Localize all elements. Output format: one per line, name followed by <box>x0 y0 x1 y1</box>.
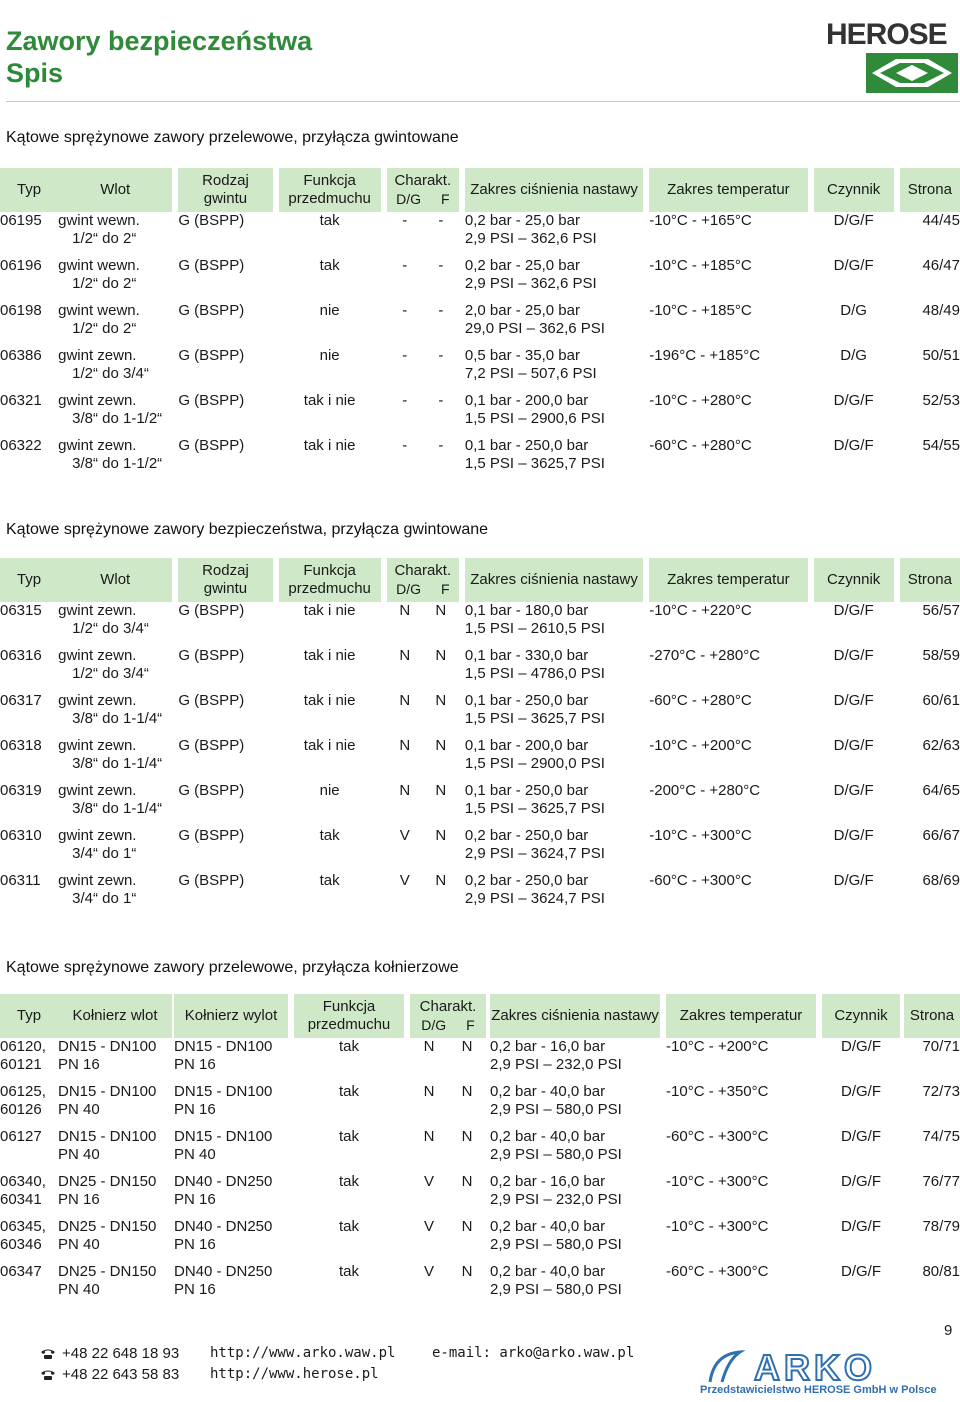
cell-strona: 48/49 <box>900 302 960 347</box>
cell-f: N <box>448 1083 486 1128</box>
cell-strona: 58/59 <box>900 647 960 692</box>
cell-zakres-cisnienia: 0,2 bar - 40,0 bar 2,9 PSI – 580,0 PSI <box>490 1128 660 1173</box>
col-typ: Typ <box>0 994 58 1038</box>
cell-strona: 80/81 <box>904 1263 960 1308</box>
table-row <box>0 212 960 257</box>
cell-zakres-cisnienia: 0,2 bar - 250,0 bar 2,9 PSI – 3624,7 PSI <box>465 872 643 917</box>
cell-wlot: gwint zewn. 3/8“ do 1-1/2“ <box>58 392 172 437</box>
cell-czynnik: D/G/F <box>814 212 894 257</box>
cell-funkcja: nie <box>279 347 381 392</box>
cell-typ: 06120, 60121 <box>0 1038 58 1083</box>
table-row <box>0 1038 960 1083</box>
cell-kolnierz-wylot: DN15 - DN100 PN 16 <box>174 1038 288 1083</box>
cell-dg: - <box>387 392 423 437</box>
table-row <box>0 872 960 917</box>
table-row <box>0 737 960 782</box>
cell-czynnik: D/G/F <box>822 1218 900 1263</box>
cell-zakres-temperatur: -10°C - +200°C <box>649 737 807 782</box>
cell-zakres-temperatur: -10°C - +220°C <box>649 602 807 647</box>
cell-strona: 64/65 <box>900 782 960 827</box>
col-charakt-label: Charakt. <box>394 172 452 189</box>
cell-f: - <box>423 257 459 302</box>
cell-strona: 66/67 <box>900 827 960 872</box>
cell-czynnik: D/G/F <box>814 827 894 872</box>
cell-funkcja: tak i nie <box>279 602 381 647</box>
cell-rodzaj: G (BSPP) <box>178 782 272 827</box>
cell-czynnik: D/G/F <box>814 737 894 782</box>
col-funkcja: Funkcja przedmuchu <box>279 168 381 212</box>
cell-zakres-temperatur: -270°C - +280°C <box>649 647 807 692</box>
cell-rodzaj: G (BSPP) <box>178 737 272 782</box>
cell-wlot: gwint wewn. 1/2“ do 2“ <box>58 302 172 347</box>
cell-f: N <box>423 782 459 827</box>
cell-funkcja: tak i nie <box>279 647 381 692</box>
cell-kolnierz-wlot: DN15 - DN100 PN 16 <box>58 1038 172 1083</box>
cell-strona: 50/51 <box>900 347 960 392</box>
cell-funkcja: tak <box>279 257 381 302</box>
cell-strona: 78/79 <box>904 1218 960 1263</box>
col-f: F <box>440 191 450 207</box>
col-zakres-cisnienia: Zakres ciśnienia nastawy <box>465 168 643 212</box>
col-rodzaj: Rodzaj gwintu <box>178 168 272 212</box>
cell-wlot: gwint zewn. 3/4“ do 1“ <box>58 872 172 917</box>
col-zakres-cisnienia: Zakres ciśnienia nastawy <box>490 994 660 1038</box>
cell-funkcja: tak <box>294 1218 404 1263</box>
cell-czynnik: D/G/F <box>814 872 894 917</box>
cell-dg: - <box>387 257 423 302</box>
cell-funkcja: tak <box>279 827 381 872</box>
header-rule <box>6 101 960 102</box>
cell-czynnik: D/G/F <box>814 647 894 692</box>
cell-dg: N <box>387 692 423 737</box>
page-subtitle: Spis <box>6 58 64 88</box>
cell-dg: N <box>387 602 423 647</box>
cell-f: N <box>423 602 459 647</box>
arko-logo-text: ARKO <box>754 1347 876 1386</box>
col-charakt-label: Charakt. <box>419 998 477 1015</box>
cell-funkcja: tak i nie <box>279 392 381 437</box>
cell-strona: 68/69 <box>900 872 960 917</box>
col-zakres-temperatur: Zakres temperatur <box>649 168 807 212</box>
cell-funkcja: tak <box>294 1038 404 1083</box>
phone-icon <box>40 1348 56 1360</box>
cell-czynnik: D/G/F <box>814 257 894 302</box>
cell-dg: V <box>387 827 423 872</box>
col-charakt <box>410 994 486 1038</box>
cell-funkcja: nie <box>279 782 381 827</box>
col-dg: D/G <box>396 191 421 207</box>
col-strona: Strona <box>900 558 960 602</box>
col-czynnik: Czynnik <box>814 558 894 602</box>
cell-zakres-temperatur: -60°C - +280°C <box>649 437 807 482</box>
cell-zakres-temperatur: -10°C - +165°C <box>649 212 807 257</box>
cell-funkcja: nie <box>279 302 381 347</box>
cell-zakres-cisnienia: 0,2 bar - 16,0 bar 2,9 PSI – 232,0 PSI <box>490 1038 660 1083</box>
col-dg: D/G <box>396 581 421 597</box>
cell-zakres-cisnienia: 0,2 bar - 250,0 bar 2,9 PSI – 3624,7 PSI <box>465 827 643 872</box>
cell-f: N <box>448 1218 486 1263</box>
cell-zakres-temperatur: -200°C - +280°C <box>649 782 807 827</box>
cell-typ: 06315 <box>0 602 58 647</box>
cell-zakres-cisnienia: 0,1 bar - 250,0 bar 1,5 PSI – 3625,7 PSI <box>465 782 643 827</box>
cell-kolnierz-wylot: DN40 - DN250 PN 16 <box>174 1263 288 1308</box>
cell-kolnierz-wlot: DN25 - DN150 PN 16 <box>58 1173 172 1218</box>
cell-dg: - <box>387 347 423 392</box>
cell-typ: 06317 <box>0 692 58 737</box>
table-row <box>0 647 960 692</box>
cell-zakres-cisnienia: 0,2 bar - 25,0 bar 2,9 PSI – 362,6 PSI <box>465 212 643 257</box>
cell-f: N <box>423 872 459 917</box>
cell-dg: N <box>387 647 423 692</box>
cell-zakres-temperatur: -60°C - +280°C <box>649 692 807 737</box>
cell-dg: N <box>410 1038 448 1083</box>
cell-f: - <box>423 302 459 347</box>
cell-f: N <box>448 1173 486 1218</box>
valve-table-flanged <box>0 994 960 1308</box>
cell-zakres-cisnienia: 0,1 bar - 180,0 bar 1,5 PSI – 2610,5 PSI <box>465 602 643 647</box>
col-charakt-label: Charakt. <box>394 562 452 579</box>
cell-dg: V <box>410 1218 448 1263</box>
cell-wlot: gwint wewn. 1/2“ do 2“ <box>58 257 172 302</box>
cell-funkcja: tak i nie <box>279 437 381 482</box>
col-rodzaj: Rodzaj gwintu <box>178 558 272 602</box>
herose-logo: HEROSE <box>826 18 947 51</box>
cell-dg: - <box>387 437 423 482</box>
cell-zakres-temperatur: -60°C - +300°C <box>649 872 807 917</box>
cell-typ: 06310 <box>0 827 58 872</box>
col-funkcja: Funkcja przedmuchu <box>279 558 381 602</box>
cell-czynnik: D/G/F <box>814 392 894 437</box>
cell-rodzaj: G (BSPP) <box>178 392 272 437</box>
cell-dg: N <box>410 1083 448 1128</box>
cell-f: N <box>423 692 459 737</box>
cell-zakres-temperatur: -10°C - +280°C <box>649 392 807 437</box>
col-funkcja: Funkcja przedmuchu <box>294 994 404 1038</box>
col-wlot: Wlot <box>58 168 172 212</box>
col-f: F <box>466 1017 475 1033</box>
cell-rodzaj: G (BSPP) <box>178 872 272 917</box>
cell-strona: 46/47 <box>900 257 960 302</box>
cell-strona: 44/45 <box>900 212 960 257</box>
cell-typ: 06198 <box>0 302 58 347</box>
cell-zakres-temperatur: -60°C - +300°C <box>666 1263 816 1308</box>
cell-kolnierz-wlot: DN15 - DN100 PN 40 <box>58 1083 172 1128</box>
cell-typ: 06322 <box>0 437 58 482</box>
cell-czynnik: D/G/F <box>814 692 894 737</box>
col-czynnik: Czynnik <box>822 994 900 1038</box>
col-f: F <box>440 581 450 597</box>
cell-rodzaj: G (BSPP) <box>178 347 272 392</box>
cell-kolnierz-wylot: DN15 - DN100 PN 40 <box>174 1128 288 1173</box>
cell-kolnierz-wylot: DN40 - DN250 PN 16 <box>174 1173 288 1218</box>
table-row <box>0 347 960 392</box>
cell-typ: 06345, 60346 <box>0 1218 58 1263</box>
col-kolnierz-wylot: Kołnierz wylot <box>174 994 288 1038</box>
col-zakres-temperatur: Zakres temperatur <box>649 558 807 602</box>
cell-wlot: gwint zewn. 3/8“ do 1-1/4“ <box>58 782 172 827</box>
cell-funkcja: tak i nie <box>279 692 381 737</box>
col-dg: D/G <box>421 1017 447 1033</box>
cell-typ: 06340, 60341 <box>0 1173 58 1218</box>
footer-email[interactable]: e-mail: arko@arko.waw.pl <box>432 1345 635 1361</box>
cell-wlot: gwint zewn. 3/8“ do 1-1/4“ <box>58 737 172 782</box>
table-row <box>0 1083 960 1128</box>
cell-dg: V <box>387 872 423 917</box>
cell-typ: 06386 <box>0 347 58 392</box>
col-typ: Typ <box>0 558 58 602</box>
cell-f: N <box>448 1128 486 1173</box>
cell-zakres-temperatur: -10°C - +300°C <box>666 1218 816 1263</box>
cell-strona: 76/77 <box>904 1173 960 1218</box>
table-row <box>0 257 960 302</box>
cell-strona: 54/55 <box>900 437 960 482</box>
cell-dg: N <box>387 737 423 782</box>
cell-czynnik: D/G/F <box>814 782 894 827</box>
cell-f: N <box>448 1038 486 1083</box>
table-row <box>0 692 960 737</box>
cell-typ: 06125, 60126 <box>0 1083 58 1128</box>
section-title: Kątowe sprężynowe zawory przelewowe, przyłącza kołnierzowe <box>6 959 459 976</box>
cell-strona: 70/71 <box>904 1038 960 1083</box>
cell-zakres-cisnienia: 0,1 bar - 200,0 bar 1,5 PSI – 2900,6 PSI <box>465 392 643 437</box>
cell-czynnik: D/G/F <box>822 1083 900 1128</box>
herose-emblem-icon <box>866 53 958 93</box>
cell-strona: 72/73 <box>904 1083 960 1128</box>
cell-zakres-temperatur: -60°C - +300°C <box>666 1128 816 1173</box>
col-czynnik: Czynnik <box>814 168 894 212</box>
cell-czynnik: D/G/F <box>822 1038 900 1083</box>
cell-zakres-cisnienia: 0,1 bar - 250,0 bar 1,5 PSI – 3625,7 PSI <box>465 692 643 737</box>
page-number: 9 <box>944 1322 953 1339</box>
cell-zakres-temperatur: -10°C - +200°C <box>666 1038 816 1083</box>
footer-phone-1: +48 22 648 18 93 <box>40 1343 179 1364</box>
cell-funkcja: tak <box>294 1173 404 1218</box>
col-typ: Typ <box>0 168 58 212</box>
cell-czynnik: D/G/F <box>814 602 894 647</box>
cell-typ: 06127 <box>0 1128 58 1173</box>
footer-url-arko[interactable]: http://www.arko.waw.pl <box>210 1345 396 1361</box>
cell-typ: 06321 <box>0 392 58 437</box>
cell-zakres-cisnienia: 0,1 bar - 330,0 bar 1,5 PSI – 4786,0 PSI <box>465 647 643 692</box>
cell-kolnierz-wlot: DN15 - DN100 PN 40 <box>58 1128 172 1173</box>
cell-funkcja: tak <box>279 212 381 257</box>
table-row <box>0 1173 960 1218</box>
cell-rodzaj: G (BSPP) <box>178 437 272 482</box>
col-zakres-temperatur: Zakres temperatur <box>666 994 816 1038</box>
cell-strona: 62/63 <box>900 737 960 782</box>
cell-typ: 06318 <box>0 737 58 782</box>
table-row <box>0 392 960 437</box>
cell-zakres-cisnienia: 0,5 bar - 35,0 bar 7,2 PSI – 507,6 PSI <box>465 347 643 392</box>
cell-czynnik: D/G/F <box>822 1128 900 1173</box>
cell-zakres-cisnienia: 0,1 bar - 200,0 bar 1,5 PSI – 2900,0 PSI <box>465 737 643 782</box>
col-strona: Strona <box>904 994 960 1038</box>
cell-wlot: gwint zewn. 1/2“ do 3/4“ <box>58 602 172 647</box>
cell-czynnik: D/G/F <box>822 1173 900 1218</box>
cell-kolnierz-wlot: DN25 - DN150 PN 40 <box>58 1263 172 1308</box>
arko-logo <box>700 1346 958 1386</box>
cell-wlot: gwint zewn. 1/2“ do 3/4“ <box>58 647 172 692</box>
table-row <box>0 782 960 827</box>
col-strona: Strona <box>900 168 960 212</box>
cell-dg: N <box>387 782 423 827</box>
table-row <box>0 827 960 872</box>
cell-typ: 06311 <box>0 872 58 917</box>
cell-rodzaj: G (BSPP) <box>178 302 272 347</box>
cell-czynnik: D/G <box>814 347 894 392</box>
cell-funkcja: tak <box>294 1128 404 1173</box>
cell-zakres-cisnienia: 0,2 bar - 40,0 bar 2,9 PSI – 580,0 PSI <box>490 1218 660 1263</box>
cell-typ: 06195 <box>0 212 58 257</box>
cell-zakres-cisnienia: 0,1 bar - 250,0 bar 1,5 PSI – 3625,7 PSI <box>465 437 643 482</box>
cell-f: - <box>423 392 459 437</box>
table-row <box>0 1218 960 1263</box>
cell-f: N <box>423 647 459 692</box>
cell-kolnierz-wylot: DN40 - DN250 PN 16 <box>174 1218 288 1263</box>
table-row <box>0 437 960 482</box>
section-title: Kątowe sprężynowe zawory przelewowe, przyłącza gwintowane <box>6 129 459 146</box>
cell-typ: 06316 <box>0 647 58 692</box>
cell-rodzaj: G (BSPP) <box>178 827 272 872</box>
cell-kolnierz-wylot: DN15 - DN100 PN 16 <box>174 1083 288 1128</box>
cell-zakres-temperatur: -196°C - +185°C <box>649 347 807 392</box>
cell-wlot: gwint zewn. 3/8“ do 1-1/4“ <box>58 692 172 737</box>
cell-dg: V <box>410 1263 448 1308</box>
cell-dg: N <box>410 1128 448 1173</box>
cell-strona: 74/75 <box>904 1128 960 1173</box>
cell-f: N <box>448 1263 486 1308</box>
cell-zakres-cisnienia: 2,0 bar - 25,0 bar 29,0 PSI – 362,6 PSI <box>465 302 643 347</box>
cell-f: - <box>423 437 459 482</box>
cell-zakres-temperatur: -10°C - +185°C <box>649 257 807 302</box>
cell-typ: 06347 <box>0 1263 58 1308</box>
cell-f: N <box>423 737 459 782</box>
cell-rodzaj: G (BSPP) <box>178 602 272 647</box>
cell-zakres-cisnienia: 0,2 bar - 40,0 bar 2,9 PSI – 580,0 PSI <box>490 1263 660 1308</box>
cell-rodzaj: G (BSPP) <box>178 212 272 257</box>
cell-strona: 56/57 <box>900 602 960 647</box>
cell-zakres-temperatur: -10°C - +350°C <box>666 1083 816 1128</box>
cell-rodzaj: G (BSPP) <box>178 692 272 737</box>
cell-typ: 06319 <box>0 782 58 827</box>
cell-dg: - <box>387 212 423 257</box>
cell-wlot: gwint zewn. 1/2“ do 3/4“ <box>58 347 172 392</box>
cell-f: - <box>423 347 459 392</box>
cell-zakres-temperatur: -10°C - +300°C <box>649 827 807 872</box>
cell-dg: V <box>410 1173 448 1218</box>
col-zakres-cisnienia: Zakres ciśnienia nastawy <box>465 558 643 602</box>
cell-strona: 60/61 <box>900 692 960 737</box>
footer-url-herose[interactable]: http://www.herose.pl <box>210 1366 379 1382</box>
cell-funkcja: tak <box>279 872 381 917</box>
cell-funkcja: tak <box>294 1263 404 1308</box>
cell-czynnik: D/G/F <box>822 1263 900 1308</box>
cell-funkcja: tak <box>294 1083 404 1128</box>
col-kolnierz-wlot: Kołnierz wlot <box>58 994 172 1038</box>
cell-f: N <box>423 827 459 872</box>
cell-zakres-cisnienia: 0,2 bar - 25,0 bar 2,9 PSI – 362,6 PSI <box>465 257 643 302</box>
cell-dg: - <box>387 302 423 347</box>
phone-icon <box>40 1369 56 1381</box>
cell-zakres-cisnienia: 0,2 bar - 16,0 bar 2,9 PSI – 232,0 PSI <box>490 1173 660 1218</box>
footer-phone-2: +48 22 643 58 83 <box>40 1364 179 1385</box>
section-title: Kątowe sprężynowe zawory bezpieczeństwa, przyłącza gwintowane <box>6 521 489 538</box>
cell-czynnik: D/G <box>814 302 894 347</box>
valve-table-threaded-overflow <box>0 168 960 482</box>
col-wlot: Wlot <box>58 558 172 602</box>
cell-funkcja: tak i nie <box>279 737 381 782</box>
cell-rodzaj: G (BSPP) <box>178 257 272 302</box>
valve-table-threaded-safety <box>0 558 960 917</box>
cell-wlot: gwint wewn. 1/2“ do 2“ <box>58 212 172 257</box>
col-charakt <box>387 558 459 602</box>
cell-kolnierz-wlot: DN25 - DN150 PN 40 <box>58 1218 172 1263</box>
table-row <box>0 1128 960 1173</box>
cell-wlot: gwint zewn. 3/8“ do 1-1/2“ <box>58 437 172 482</box>
cell-zakres-cisnienia: 0,2 bar - 40,0 bar 2,9 PSI – 580,0 PSI <box>490 1083 660 1128</box>
cell-czynnik: D/G/F <box>814 437 894 482</box>
table-row <box>0 1263 960 1308</box>
col-charakt <box>387 168 459 212</box>
cell-rodzaj: G (BSPP) <box>178 647 272 692</box>
table-row <box>0 302 960 347</box>
table-row <box>0 602 960 647</box>
cell-typ: 06196 <box>0 257 58 302</box>
cell-wlot: gwint zewn. 3/4“ do 1“ <box>58 827 172 872</box>
cell-zakres-temperatur: -10°C - +185°C <box>649 302 807 347</box>
cell-f: - <box>423 212 459 257</box>
arko-tagline: Przedstawicielstwo HEROSE GmbH w Polsce <box>700 1384 937 1396</box>
page-title: Zawory bezpieczeństwa <box>6 26 313 56</box>
cell-strona: 52/53 <box>900 392 960 437</box>
cell-zakres-temperatur: -10°C - +300°C <box>666 1173 816 1218</box>
